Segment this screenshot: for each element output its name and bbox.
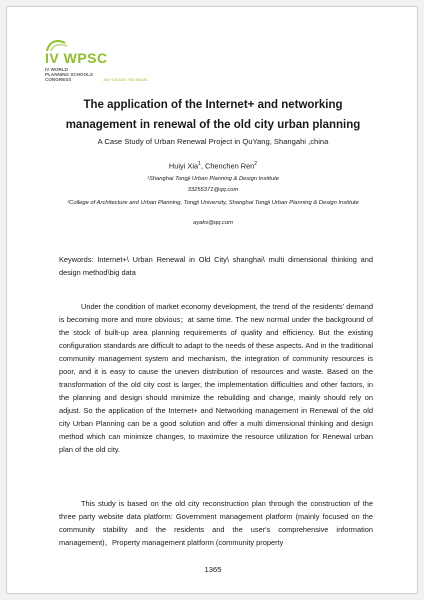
paper-page — [6, 6, 418, 594]
author-separator: , — [200, 161, 205, 171]
affiliation-1: ¹Shanghai Tongji Urban Planning & Design Institute — [147, 176, 279, 182]
email-1: 33255371@qq.com — [187, 187, 239, 193]
logo-swirl-icon — [45, 37, 69, 53]
email-2: ayaks@qq.com — [192, 220, 234, 226]
keywords: Keywords: Internet+\ Urban Renewal in Old City\ shanghai\ multi dimensional thinking and design method\big data — [59, 255, 373, 277]
affiliation-2: ²College of Architecture and Urban Planning, Tongji University, Shanghai Tongji Urban Planning & Design Institute — [67, 200, 359, 206]
paper-title-line-2: management in renewal of the old city urban planning — [65, 119, 361, 131]
logo-tagline: JULY 4-8 2016 • RIO, BRAZIL — [103, 78, 149, 82]
author-1: Huiyi Xia — [168, 161, 199, 171]
author-1-affiliation-mark: 1 — [198, 161, 201, 167]
paper-title-line-1: The application of the Internet+ and networking — [83, 99, 343, 111]
author-2: Chenchen Ren — [204, 161, 255, 171]
body-paragraph-2: This study is based on the old city reconstruction plan through the construction of the three party website data platform: Government management platform (mainly focused on the community stability and the residents and the user's comprehensive information management)、Property management platform (community property — [59, 499, 373, 547]
congress-logo — [45, 51, 165, 91]
author-list — [27, 161, 399, 170]
logo-subtitle: IV WORLD PLANNING SCHOOLS CONGRESS — [45, 67, 93, 82]
logo-mark: IV WPSC — [45, 50, 108, 66]
page-number: 1365 — [204, 565, 222, 574]
author-2-affiliation-mark: 2 — [254, 161, 258, 167]
paper-subtitle: A Case Study of Urban Renewal Project in QuYang, Shangahi ,china — [97, 137, 329, 146]
body-paragraph-1: Under the condition of market economy development, the trend of the residents' demand is becoming more and more obvious；at same time. The new normal under the background of the stock of built-up area planning requirements of quality and efficiency. But the existing configuration standards are difficult to adapt to the needs of these aspects. And in the traditional community management system and mechanism, the integration of community resources is poor, and it is easy to cause the uneven distribution of resources and waste. Based on the transformation of the old city cost is larger, the implementation difficulties and other factors, in the planning and design should minimize the rebuilding and change, mainly should rely on adjust. So the application of the Internet+ and Networking management in Renewal of the old city Urban Planning can be a good solution and offer a multi dimensional thinking and design method which can minimize changes, to maximize the resource utilization for Renewal urban plan of the old city. — [59, 302, 373, 454]
